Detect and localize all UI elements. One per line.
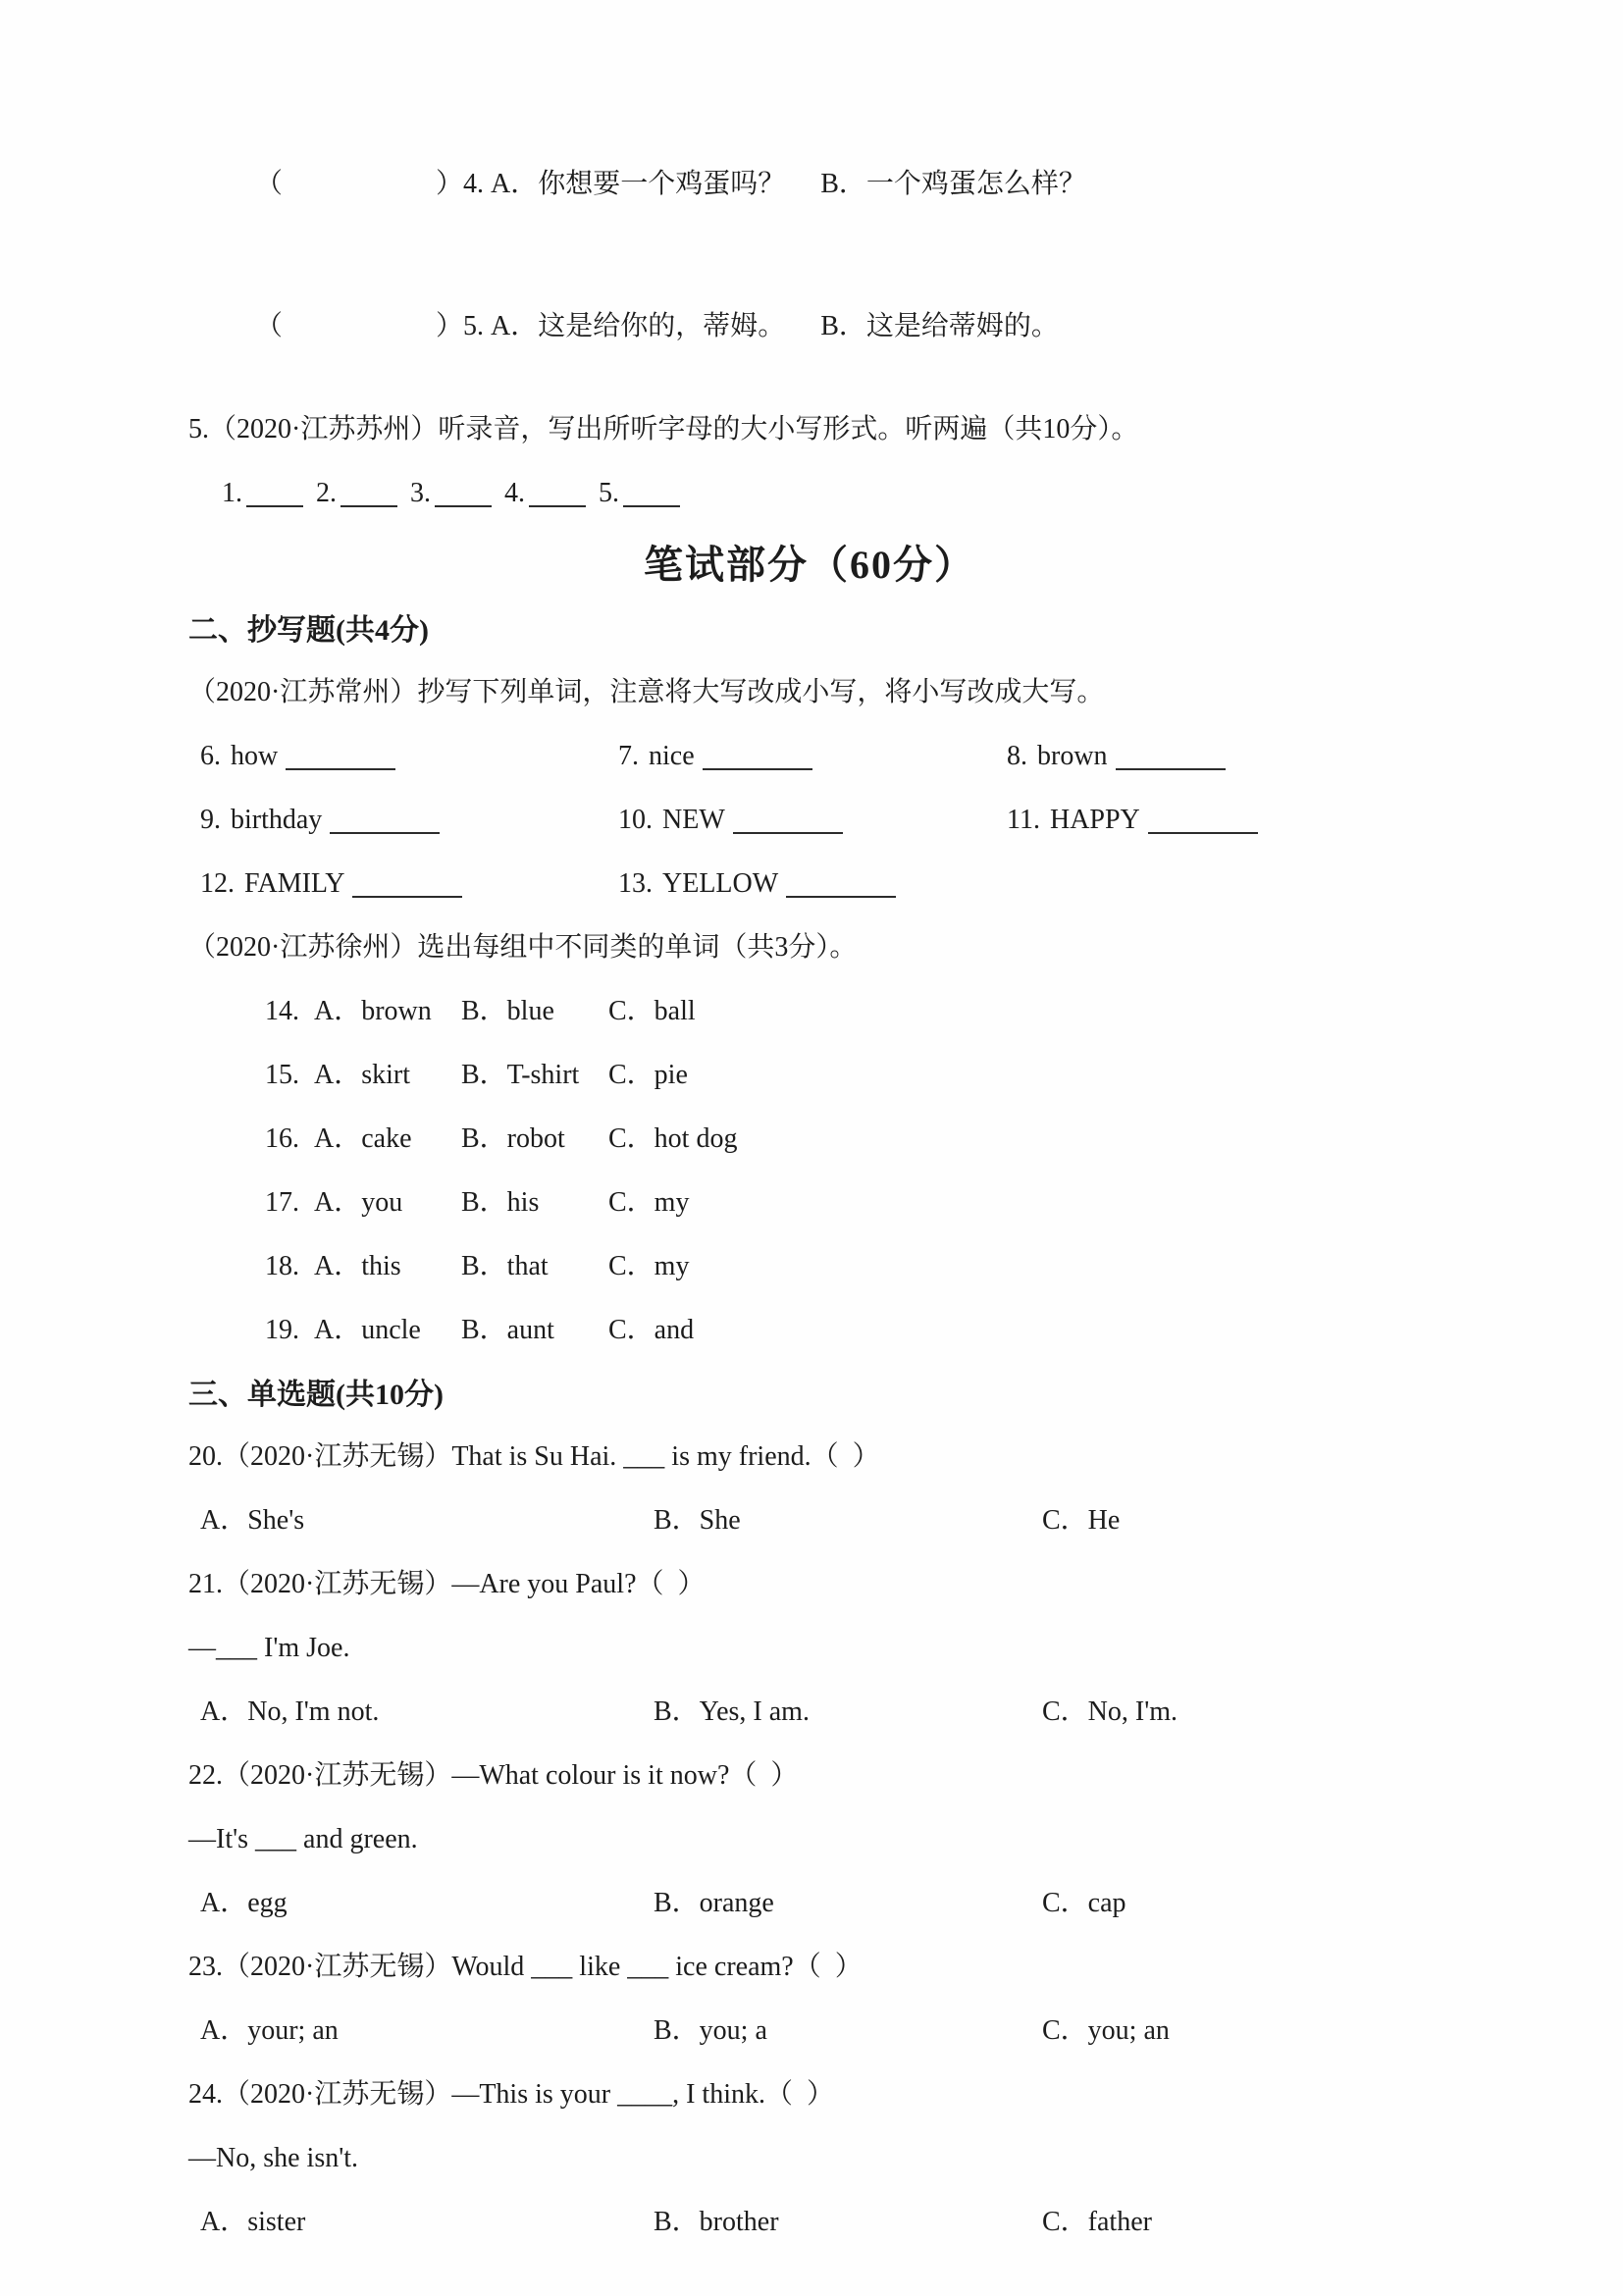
answer-blank [623,478,680,507]
copy-item-12 [200,864,618,904]
option-c: C．my [608,1251,690,1281]
option-b: B．that [461,1251,549,1281]
option-a: A．No, I'm not. [200,1696,380,1727]
copy-item-8 [1007,737,1505,776]
option-b: B．Yes, I am. [654,1696,810,1727]
classify-item-15 [265,1056,1505,1095]
classify-item-19 [265,1311,1505,1350]
written-section-heading: 笔试部分（60分） [644,543,975,587]
item-number: 14. [265,996,299,1026]
answer-blank [340,478,397,507]
copy-row [200,801,1505,840]
question-24-response: —No, she isn't. [188,2143,359,2173]
option-b: B．his [461,1187,540,1218]
option-b: B．aunt [461,1315,554,1345]
option-c: C．father [1042,2207,1152,2237]
option-c: C．cap [1042,1888,1126,1918]
option-c: C．No, I'm. [1042,1696,1178,1727]
item-number: 18. [265,1251,299,1281]
question-22-options [200,1884,1505,1923]
question-23-options [200,2011,1505,2051]
item-number: 15. [265,1060,299,1090]
copy-row [200,737,1505,776]
classify-item-16 [265,1120,1505,1159]
question-21-options [200,1693,1505,1732]
option-c: C．my [608,1187,690,1218]
answer-blank [330,805,440,834]
blank-number-2: 2. [316,478,337,508]
listening-item-5-option-a: ）5. A．这是给你的，蒂姆。 [436,311,786,341]
answer-blank [352,868,462,898]
copy-word: HAPPY [1049,805,1140,835]
item-number: 13. [618,868,653,899]
option-c: C．hot dog [608,1123,738,1154]
option-a: A．skirt [314,1060,411,1090]
item-number: 7. [618,741,639,771]
option-b: B．you; a [654,2015,767,2046]
copy-word: birthday [231,805,323,835]
listening-item-4-option-a: ）4. A．你想要一个鸡蛋吗？ [436,169,786,199]
blank-number-3: 3. [410,478,431,508]
listening-q5-instruction: 5.（2020·江苏苏州）听录音，写出所听字母的大小写形式。听两遍（共10分）。 [188,414,1139,444]
copy-word: NEW [662,805,725,835]
question-24-stem: 24.（2020·江苏无锡）—This is your ____, I think.（ ） [188,2079,834,2110]
item-number: 6. [200,741,221,771]
option-b: B．blue [461,996,554,1026]
copy-item-11 [1007,801,1505,840]
item-number: 11. [1007,805,1040,835]
blank-number-4: 4. [504,478,525,508]
option-c: C．ball [608,996,696,1026]
item-number: 16. [265,1123,299,1154]
blank-number-5: 5. [599,478,619,508]
item-number: 19. [265,1315,299,1345]
copy-word: nice [649,741,695,771]
copy-section-title: 二、抄写题(共4分) [188,614,429,647]
option-a: A．your; an [200,2015,339,2046]
classify-item-14 [265,992,1505,1031]
question-23-stem: 23.（2020·江苏无锡）Would ___ like ___ ice cream?（ ） [188,1952,863,1982]
classify-instruction: （2020·江苏徐州）选出每组中不同类的单词（共3分）。 [188,932,858,963]
option-b: B．orange [654,1888,774,1918]
option-a: A．cake [314,1123,412,1154]
listening-item-4 [228,126,1505,243]
option-a: A．brown [314,996,432,1026]
item-number: 12. [200,868,235,899]
option-b: B．T-shirt [461,1060,580,1090]
listening-item-5-option-b: B．这是给蒂姆的。 [820,311,1059,341]
answer-paren-open: （ [255,311,284,341]
option-a: A．uncle [314,1315,421,1345]
answer-blank [529,478,586,507]
option-c: C．He [1042,1505,1121,1536]
answer-blank [1148,805,1258,834]
listening-item-5 [228,268,1505,386]
empty-cell [1007,864,1505,904]
classify-item-17 [265,1183,1505,1223]
question-22-stem: 22.（2020·江苏无锡）—What colour is it now?（ ） [188,1760,799,1791]
item-number: 17. [265,1187,299,1218]
copy-item-10 [618,801,1007,840]
option-c: C．pie [608,1060,688,1090]
copy-word: brown [1037,741,1108,771]
option-a: A．She's [200,1505,305,1536]
copy-section-instruction: （2020·江苏常州）抄写下列单词，注意将大写改成小写，将小写改成大写。 [188,677,1105,707]
copy-item-13 [618,864,1007,904]
answer-blank [286,741,395,770]
item-number: 8. [1007,741,1027,771]
answer-blank [246,478,303,507]
option-b: B．robot [461,1123,565,1154]
option-a: A．this [314,1251,401,1281]
copy-word: YELLOW [662,868,779,899]
question-20-options [200,1501,1505,1540]
copy-item-6 [200,737,618,776]
classify-item-18 [265,1247,1505,1286]
option-a: A．egg [200,1888,288,1918]
option-a: A．you [314,1187,403,1218]
option-c: C．and [608,1315,695,1345]
item-number: 10. [618,805,653,835]
copy-item-9 [200,801,618,840]
answer-blank [435,478,492,507]
answer-blank [733,805,843,834]
question-20-stem: 20.（2020·江苏无锡）That is Su Hai. ___ is my friend.（ ） [188,1441,880,1472]
option-b: B．She [654,1505,741,1536]
answer-blank [786,868,896,898]
option-a: A．sister [200,2207,306,2237]
answer-blank [703,741,812,770]
item-number: 9. [200,805,221,835]
question-22-response: —It's ___ and green. [188,1824,418,1854]
letter-blanks-row [222,474,1505,513]
question-21-response: —___ I'm Joe. [188,1633,350,1663]
copy-item-7 [618,737,1007,776]
blank-number-1: 1. [222,478,242,508]
question-21-stem: 21.（2020·江苏无锡）—Are you Paul?（ ） [188,1569,706,1599]
copy-word: how [231,741,279,771]
copy-row [200,864,1505,904]
option-c: C．you; an [1042,2015,1170,2046]
copy-word: FAMILY [244,868,345,899]
option-b: B．brother [654,2207,779,2237]
question-24-options [200,2203,1505,2242]
answer-blank [1116,741,1226,770]
choice-section-title: 三、单选题(共10分) [188,1379,444,1411]
listening-item-4-option-b: B．一个鸡蛋怎么样？ [820,169,1086,199]
answer-paren-open: （ [255,169,284,199]
